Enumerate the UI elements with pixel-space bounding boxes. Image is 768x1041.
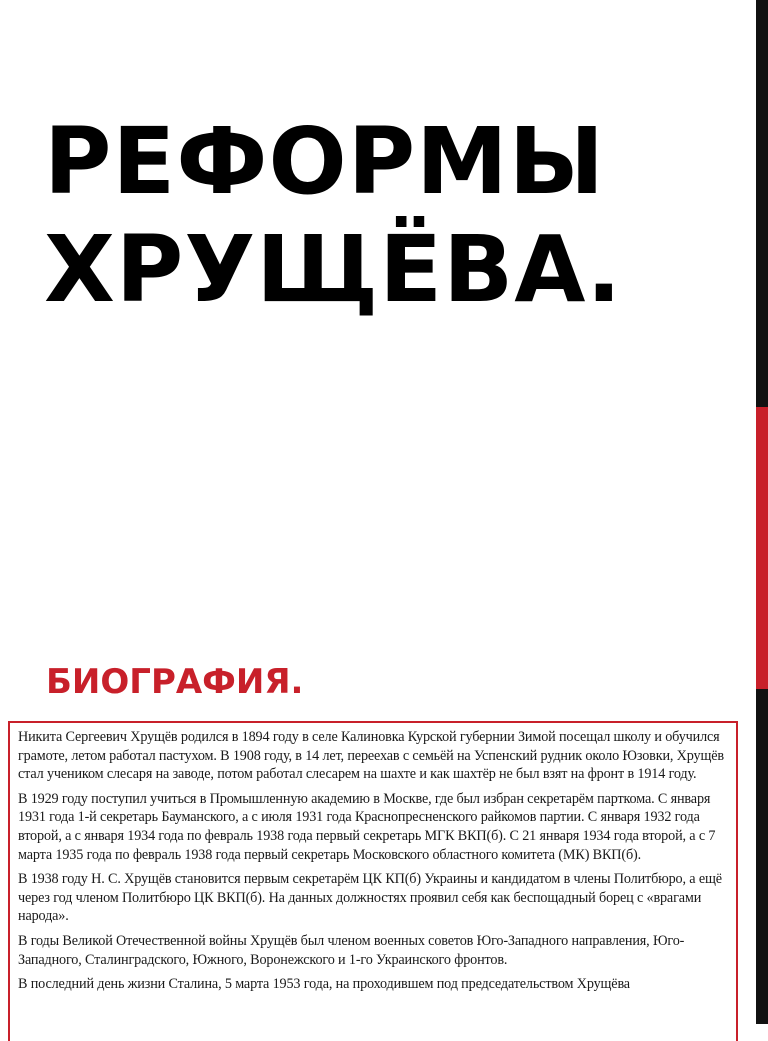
biography-paragraph-1: Никита Сергеевич Хрущёв родился в 1894 году в селе Калиновка Курской губернии Зимой посещал школу и обучился грамоте, летом работал пастухом. В 1908 году, в 14 лет, переехав с семьёй на Успенский рудник около Юзовки, Хрущёв стал учеником слесаря на заводе, потом работал слесарем на шахте и как шахтёр не был взят на фронт в 1914 году.: [18, 729, 724, 783]
slide-title: [44, 108, 744, 324]
biography-paragraph-2: В 1929 году поступил учиться в Промышленную академию в Москве, где был избран секретарём парткома. С января 1931 года 1-й секретарь Бауманского, а с июля 1931 года Краснопресненского райкомов партии. С января 1932 года второй, а с января 1934 года по февраль 1938 года первый секретарь МГК ВКП(б). С 21 января 1934 года второй, а с 7 марта 1935 года по февраль 1938 года первый секретарь Московского областного комитета (МК) ВКП(б).: [18, 790, 716, 863]
biography-text-box: [8, 721, 738, 1041]
title-line-2: ХРУЩЁВА.: [44, 216, 623, 323]
biography-paragraph-5: В последний день жизни Сталина, 5 марта 1953 года, на проходившем под председательством Хрущёва: [18, 976, 630, 993]
section-subtitle: БИОГРАФИЯ.: [46, 662, 304, 702]
biography-paragraph-3: В 1938 году Н. С. Хрущёв становится первым секретарём ЦК КП(б) Украины и кандидатом в члены Политбюро, а ещё через год членом Политбюро ЦК ВКП(б). На данных должностях проявил себя как беспощадный борец с «врагами народа».: [18, 871, 722, 925]
side-accent-stripe: [756, 407, 768, 689]
title-line-1: РЕФОРМЫ: [44, 108, 606, 215]
biography-paragraph-4: В годы Великой Отечественной войны Хрущёв был членом военных советов Юго-Западного направления, Юго-Западного, Сталинградского, Южного, Воронежского и 1-го Украинского фронтов.: [18, 932, 685, 968]
